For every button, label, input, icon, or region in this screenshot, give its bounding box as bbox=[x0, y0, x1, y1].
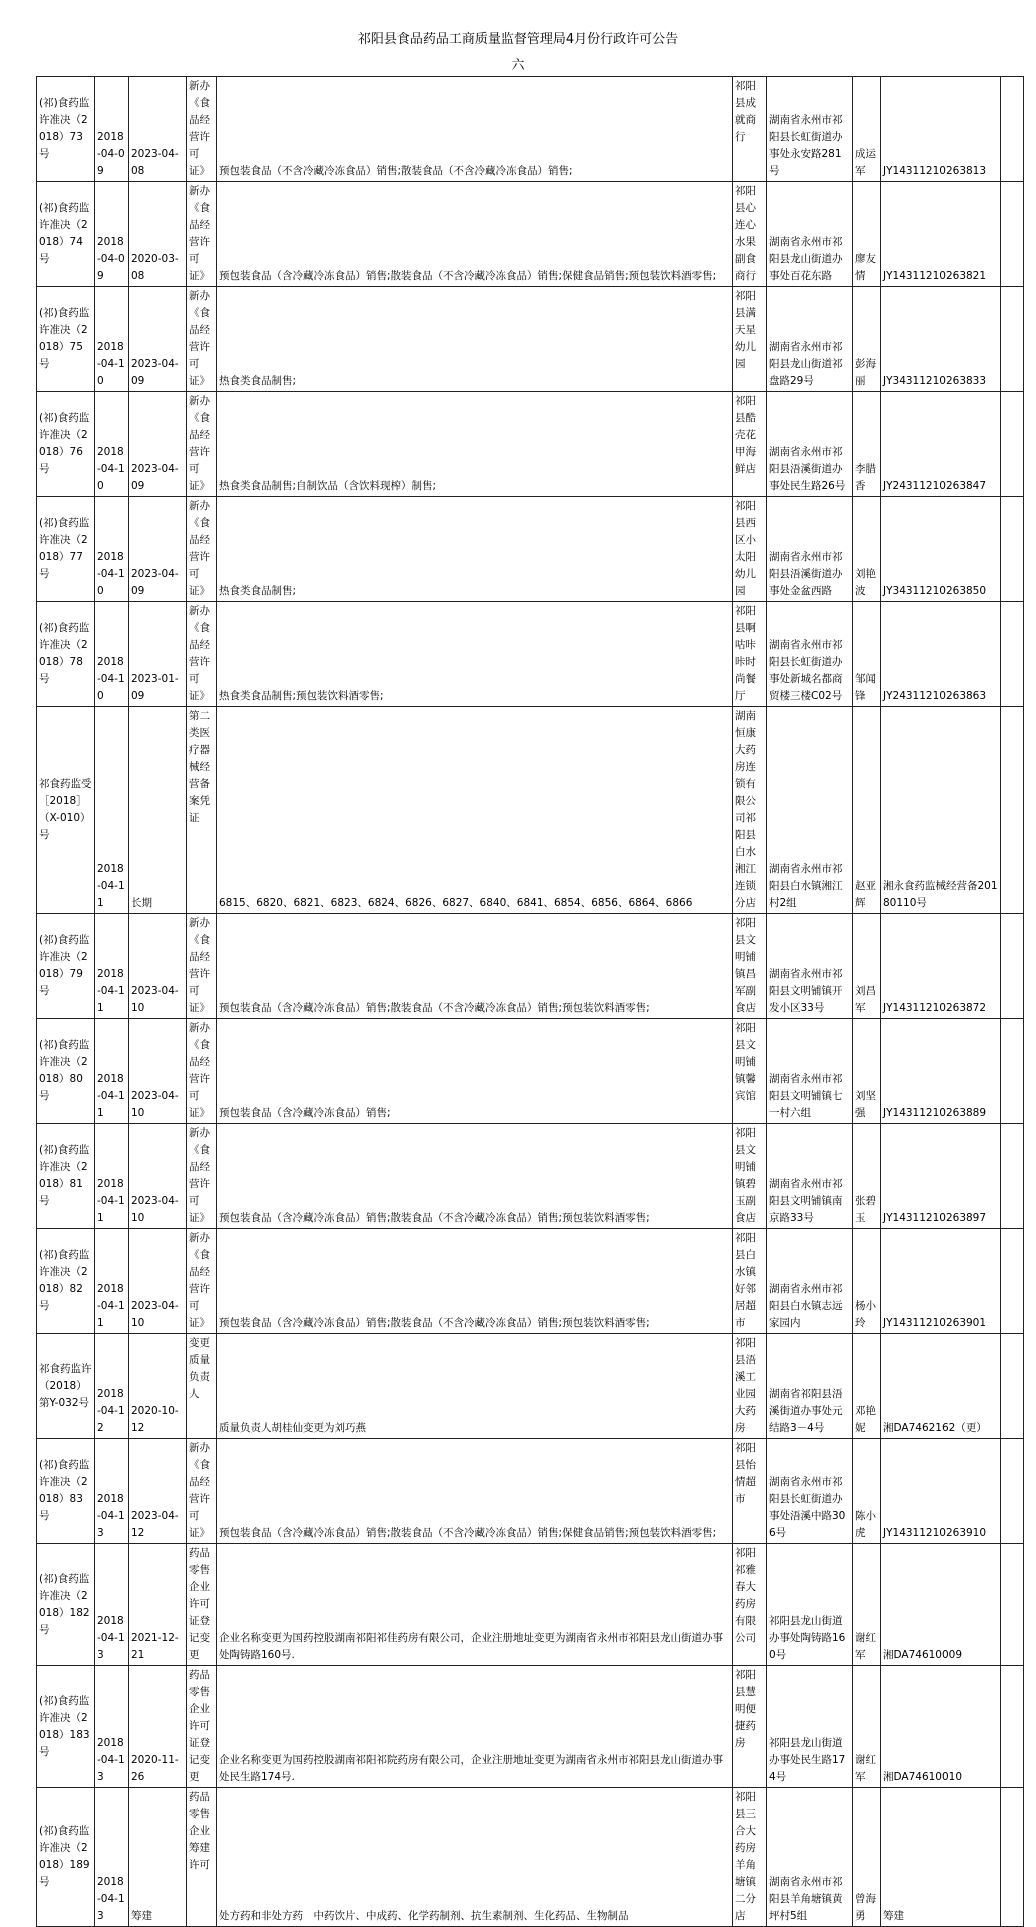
permit-type-cell: 新办《食品经营许可证》 bbox=[187, 1229, 217, 1334]
start-date-cell: 2018-04-10 bbox=[95, 287, 129, 392]
permit-number-cell: (祁)食药监许准决（2018）75号 bbox=[37, 287, 95, 392]
start-date-cell: 2018-04-11 bbox=[95, 707, 129, 914]
address-cell: 湖南省永州市祁阳县长虹街道办事处浯溪中路306号 bbox=[767, 1439, 853, 1544]
permit-number-cell: (祁)食药监许准决（2018）80号 bbox=[37, 1019, 95, 1124]
business-name-cell: 祁阳祁雅春大药房有限公司 bbox=[733, 1544, 767, 1666]
table-row bbox=[37, 1229, 1024, 1334]
legal-person-cell: 刘坚强 bbox=[853, 1019, 881, 1124]
permit-number-cell: (祁)食药监许准决（2018）82号 bbox=[37, 1229, 95, 1334]
permit-type-cell: 新办《食品经营许可证》 bbox=[187, 392, 217, 497]
blank-cell bbox=[1001, 497, 1024, 602]
permit-number-cell: (祁)食药监许准决（2018）83号 bbox=[37, 1439, 95, 1544]
permit-type-cell: 新办《食品经营许可证》 bbox=[187, 77, 217, 182]
permit-type-cell: 新办《食品经营许可证》 bbox=[187, 914, 217, 1019]
permit-type-cell: 变更质量负责人 bbox=[187, 1334, 217, 1439]
permit-type-cell: 新办《食品经营许可证》 bbox=[187, 497, 217, 602]
end-date-cell: 2023-04-10 bbox=[129, 914, 187, 1019]
legal-person-cell: 刘艳波 bbox=[853, 497, 881, 602]
permit-number-cell: (祁)食药监许准决（2018）189号 bbox=[37, 1788, 95, 1927]
table-row bbox=[37, 287, 1024, 392]
end-date-cell: 2020-11-26 bbox=[129, 1666, 187, 1788]
table-row bbox=[37, 497, 1024, 602]
blank-cell bbox=[1001, 1439, 1024, 1544]
license-code-cell: 筹建 bbox=[881, 1788, 1001, 1927]
start-date-cell: 2018-04-11 bbox=[95, 1019, 129, 1124]
end-date-cell: 筹建 bbox=[129, 1788, 187, 1927]
address-cell: 湖南省永州市祁阳县长虹街道办事处新城名都商贸楼三楼C02号 bbox=[767, 602, 853, 707]
blank-cell bbox=[1001, 1019, 1024, 1124]
address-cell: 湖南省祁阳县浯溪街道办事处元结路3－4号 bbox=[767, 1334, 853, 1439]
license-code-cell: 湘永食药监械经营备20180110号 bbox=[881, 707, 1001, 914]
license-code-cell: JY14311210263897 bbox=[881, 1124, 1001, 1229]
permit-number-cell: (祁)食药监许准决（2018）78号 bbox=[37, 602, 95, 707]
permit-type-cell: 药品零售企业许可证登记变更 bbox=[187, 1544, 217, 1666]
legal-person-cell: 张碧玉 bbox=[853, 1124, 881, 1229]
license-code-cell: 湘DA7462162（更） bbox=[881, 1334, 1001, 1439]
permit-type-cell: 新办《食品经营许可证》 bbox=[187, 182, 217, 287]
start-date-cell: 2018-04-13 bbox=[95, 1544, 129, 1666]
license-code-cell: JY14311210263901 bbox=[881, 1229, 1001, 1334]
end-date-cell: 2020-10-12 bbox=[129, 1334, 187, 1439]
table-row bbox=[37, 1124, 1024, 1229]
end-date-cell: 2023-04-10 bbox=[129, 1124, 187, 1229]
business-scope-cell: 热食类食品制售;预包装饮料酒零售; bbox=[217, 602, 733, 707]
start-date-cell: 2018-04-13 bbox=[95, 1666, 129, 1788]
business-scope-cell: 预包装食品（含冷藏冷冻食品）销售; bbox=[217, 1019, 733, 1124]
business-name-cell: 祁阳县怡情超市 bbox=[733, 1439, 767, 1544]
business-name-cell: 祁阳县文明铺镇昌军副食店 bbox=[733, 914, 767, 1019]
legal-person-cell: 邓艳妮 bbox=[853, 1334, 881, 1439]
business-name-cell: 祁阳县文明铺镇馨宾馆 bbox=[733, 1019, 767, 1124]
business-scope-cell: 预包装食品（含冷藏冷冻食品）销售;散装食品（不含冷藏冷冻食品）销售;保健食品销售;预包装饮料酒零售; bbox=[217, 182, 733, 287]
end-date-cell: 2023-04-08 bbox=[129, 77, 187, 182]
end-date-cell: 2023-04-10 bbox=[129, 1019, 187, 1124]
business-scope-cell: 预包装食品（含冷藏冷冻食品）销售;散装食品（不含冷藏冷冻食品）销售;预包装饮料酒零售; bbox=[217, 1229, 733, 1334]
table-row bbox=[37, 1666, 1024, 1788]
table-row bbox=[37, 707, 1024, 914]
address-cell: 湖南省永州市祁阳县龙山街道办事处百花东路 bbox=[767, 182, 853, 287]
blank-cell bbox=[1001, 1666, 1024, 1788]
business-name-cell: 祁阳县酷壳花甲海鲜店 bbox=[733, 392, 767, 497]
page-title: 祁阳县食品药品工商质量监督管理局4月份行政许可公告 bbox=[357, 32, 679, 47]
blank-cell bbox=[1001, 1229, 1024, 1334]
permit-type-cell: 新办《食品经营许可证》 bbox=[187, 287, 217, 392]
permit-table bbox=[36, 76, 1024, 1927]
license-code-cell: JY14311210263813 bbox=[881, 77, 1001, 182]
business-scope-cell: 6815、6820、6821、6823、6824、6826、6827、6840、6841、6854、6856、6864、6866 bbox=[217, 707, 733, 914]
page-subtitle: 六 bbox=[511, 58, 525, 73]
table-row bbox=[37, 182, 1024, 287]
blank-cell bbox=[1001, 1124, 1024, 1229]
license-code-cell: JY14311210263821 bbox=[881, 182, 1001, 287]
business-scope-cell: 预包装食品（不含冷藏冷冻食品）销售;散装食品（不含冷藏冷冻食品）销售; bbox=[217, 77, 733, 182]
legal-person-cell: 曾海勇 bbox=[853, 1788, 881, 1927]
blank-cell bbox=[1001, 1544, 1024, 1666]
blank-cell bbox=[1001, 392, 1024, 497]
address-cell: 祁阳县龙山街道办事处民生路174号 bbox=[767, 1666, 853, 1788]
business-name-cell: 祁阳县啊咕咔咔时尚餐厅 bbox=[733, 602, 767, 707]
business-scope-cell: 质量负责人胡桂仙变更为刘巧燕 bbox=[217, 1334, 733, 1439]
license-code-cell: 湘DA74610009 bbox=[881, 1544, 1001, 1666]
permit-number-cell: 祁食药监受［2018］（X-010）号 bbox=[37, 707, 95, 914]
business-scope-cell: 企业名称变更为国药控股湖南祁阳祁院药房有限公司，企业注册地址变更为湖南省永州市祁阳县龙山街道办事处民生路174号. bbox=[217, 1666, 733, 1788]
end-date-cell: 2023-04-09 bbox=[129, 497, 187, 602]
end-date-cell: 2023-01-09 bbox=[129, 602, 187, 707]
start-date-cell: 2018-04-12 bbox=[95, 1334, 129, 1439]
start-date-cell: 2018-04-11 bbox=[95, 1229, 129, 1334]
business-name-cell: 祁阳县文明铺镇碧玉副食店 bbox=[733, 1124, 767, 1229]
table-row bbox=[37, 1544, 1024, 1666]
address-cell: 湖南省永州市祁阳县文明铺镇七一村六组 bbox=[767, 1019, 853, 1124]
legal-person-cell: 陈小虎 bbox=[853, 1439, 881, 1544]
permit-type-cell: 新办《食品经营许可证》 bbox=[187, 1439, 217, 1544]
table-row bbox=[37, 1439, 1024, 1544]
permit-number-cell: (祁)食药监许准决（2018）183号 bbox=[37, 1666, 95, 1788]
business-name-cell: 祁阳县心连心水果副食商行 bbox=[733, 182, 767, 287]
business-scope-cell: 预包装食品（含冷藏冷冻食品）销售;散装食品（不含冷藏冷冻食品）销售;保健食品销售;预包装饮料酒零售; bbox=[217, 1439, 733, 1544]
address-cell: 湖南省永州市祁阳县羊角塘镇黄坪村5组 bbox=[767, 1788, 853, 1927]
permit-type-cell: 新办《食品经营许可证》 bbox=[187, 1124, 217, 1229]
start-date-cell: 2018-04-10 bbox=[95, 497, 129, 602]
permit-number-cell: (祁)食药监许准决（2018）81号 bbox=[37, 1124, 95, 1229]
legal-person-cell: 彭海丽 bbox=[853, 287, 881, 392]
license-code-cell: 湘DA74610010 bbox=[881, 1666, 1001, 1788]
business-scope-cell: 热食类食品制售; bbox=[217, 287, 733, 392]
address-cell: 湖南省永州市祁阳县浯溪街道办事处金盆西路 bbox=[767, 497, 853, 602]
blank-cell bbox=[1001, 1334, 1024, 1439]
table-row bbox=[37, 914, 1024, 1019]
business-name-cell: 祁阳县白水镇好邻居超市 bbox=[733, 1229, 767, 1334]
license-code-cell: JY24311210263847 bbox=[881, 392, 1001, 497]
legal-person-cell: 赵亚辉 bbox=[853, 707, 881, 914]
business-scope-cell: 预包装食品（含冷藏冷冻食品）销售;散装食品（不含冷藏冷冻食品）销售;预包装饮料酒零售; bbox=[217, 1124, 733, 1229]
permit-type-cell: 药品零售企业筹建许可 bbox=[187, 1788, 217, 1927]
address-cell: 湖南省永州市祁阳县文明铺镇开发小区33号 bbox=[767, 914, 853, 1019]
address-cell: 湖南省永州市祁阳县文明铺镇南京路33号 bbox=[767, 1124, 853, 1229]
license-code-cell: JY24311210263863 bbox=[881, 602, 1001, 707]
legal-person-cell: 李腊香 bbox=[853, 392, 881, 497]
permit-number-cell: (祁)食药监许准决（2018）182号 bbox=[37, 1544, 95, 1666]
end-date-cell: 2023-04-10 bbox=[129, 1229, 187, 1334]
business-scope-cell: 预包装食品（含冷藏冷冻食品）销售;散装食品（不含冷藏冷冻食品）销售;预包装饮料酒零售; bbox=[217, 914, 733, 1019]
business-scope-cell: 热食类食品制售; bbox=[217, 497, 733, 602]
legal-person-cell: 廖友情 bbox=[853, 182, 881, 287]
table-row bbox=[37, 77, 1024, 182]
legal-person-cell: 谢红军 bbox=[853, 1544, 881, 1666]
legal-person-cell: 谢红军 bbox=[853, 1666, 881, 1788]
license-code-cell: JY34311210263850 bbox=[881, 497, 1001, 602]
table-row bbox=[37, 1019, 1024, 1124]
license-code-cell: JY14311210263889 bbox=[881, 1019, 1001, 1124]
address-cell: 湖南省永州市祁阳县浯溪街道办事处民生路26号 bbox=[767, 392, 853, 497]
blank-cell bbox=[1001, 182, 1024, 287]
blank-cell bbox=[1001, 602, 1024, 707]
address-cell: 湖南省永州市祁阳县白水镇志远家园内 bbox=[767, 1229, 853, 1334]
address-cell: 湖南省永州市祁阳县龙山街道祁盘路29号 bbox=[767, 287, 853, 392]
blank-cell bbox=[1001, 1788, 1024, 1927]
business-name-cell: 祁阳县满天星幼儿园 bbox=[733, 287, 767, 392]
start-date-cell: 2018-04-10 bbox=[95, 602, 129, 707]
business-scope-cell: 企业名称变更为国药控股湖南祁阳祁佳药房有限公司，企业注册地址变更为湖南省永州市祁阳县龙山街道办事处陶铸路160号. bbox=[217, 1544, 733, 1666]
table-row bbox=[37, 602, 1024, 707]
end-date-cell: 2020-03-08 bbox=[129, 182, 187, 287]
legal-person-cell: 刘昌军 bbox=[853, 914, 881, 1019]
blank-cell bbox=[1001, 77, 1024, 182]
start-date-cell: 2018-04-11 bbox=[95, 914, 129, 1019]
legal-person-cell: 杨小玲 bbox=[853, 1229, 881, 1334]
license-code-cell: JY14311210263910 bbox=[881, 1439, 1001, 1544]
address-cell: 祁阳县龙山街道办事处陶铸路160号 bbox=[767, 1544, 853, 1666]
permit-number-cell: (祁)食药监许准决（2018）79号 bbox=[37, 914, 95, 1019]
table-row bbox=[37, 1334, 1024, 1439]
permit-number-cell: 祁食药监许（2018）第Y-032号 bbox=[37, 1334, 95, 1439]
permit-number-cell: (祁)食药监许准决（2018）74号 bbox=[37, 182, 95, 287]
business-name-cell: 祁阳县慧明便捷药房 bbox=[733, 1666, 767, 1788]
permit-type-cell: 药品零售企业许可证登记变更 bbox=[187, 1666, 217, 1788]
business-name-cell: 湖南恒康大药房连锁有限公司祁阳县白水湘江连锁分店 bbox=[733, 707, 767, 914]
start-date-cell: 2018-04-09 bbox=[95, 77, 129, 182]
permit-number-cell: (祁)食药监许准决（2018）76号 bbox=[37, 392, 95, 497]
permit-number-cell: (祁)食药监许准决（2018）77号 bbox=[37, 497, 95, 602]
legal-person-cell: 成运军 bbox=[853, 77, 881, 182]
permit-type-cell: 第二类医疗器械经营备案凭证 bbox=[187, 707, 217, 914]
start-date-cell: 2018-04-11 bbox=[95, 1124, 129, 1229]
business-name-cell: 祁阳县三合大药房羊角塘镇二分店 bbox=[733, 1788, 767, 1927]
legal-person-cell: 邹闻锋 bbox=[853, 602, 881, 707]
start-date-cell: 2018-04-09 bbox=[95, 182, 129, 287]
business-scope-cell: 处方药和非处方药 中药饮片、中成药、化学药制剂、抗生素制剂、生化药品、生物制品 bbox=[217, 1788, 733, 1927]
license-code-cell: JY34311210263833 bbox=[881, 287, 1001, 392]
business-name-cell: 祁阳县西区小太阳幼儿园 bbox=[733, 497, 767, 602]
address-cell: 湖南省永州市祁阳县长虹街道办事处永安路281号 bbox=[767, 77, 853, 182]
permit-type-cell: 新办《食品经营许可证》 bbox=[187, 1019, 217, 1124]
blank-cell bbox=[1001, 287, 1024, 392]
end-date-cell: 2021-12-21 bbox=[129, 1544, 187, 1666]
start-date-cell: 2018-04-13 bbox=[95, 1788, 129, 1927]
table-row bbox=[37, 1788, 1024, 1927]
start-date-cell: 2018-04-13 bbox=[95, 1439, 129, 1544]
blank-cell bbox=[1001, 707, 1024, 914]
end-date-cell: 长期 bbox=[129, 707, 187, 914]
table-row bbox=[37, 392, 1024, 497]
end-date-cell: 2023-04-09 bbox=[129, 287, 187, 392]
permit-type-cell: 新办《食品经营许可证》 bbox=[187, 602, 217, 707]
permit-number-cell: (祁)食药监许准决（2018）73号 bbox=[37, 77, 95, 182]
license-code-cell: JY14311210263872 bbox=[881, 914, 1001, 1019]
business-scope-cell: 热食类食品制售;自制饮品（含饮料现榨）制售; bbox=[217, 392, 733, 497]
address-cell: 湖南省永州市祁阳县白水镇湘江村2组 bbox=[767, 707, 853, 914]
end-date-cell: 2023-04-09 bbox=[129, 392, 187, 497]
end-date-cell: 2023-04-12 bbox=[129, 1439, 187, 1544]
business-name-cell: 祁阳县浯溪工业园大药房 bbox=[733, 1334, 767, 1439]
blank-cell bbox=[1001, 914, 1024, 1019]
business-name-cell: 祁阳县成就商行 bbox=[733, 77, 767, 182]
start-date-cell: 2018-04-10 bbox=[95, 392, 129, 497]
